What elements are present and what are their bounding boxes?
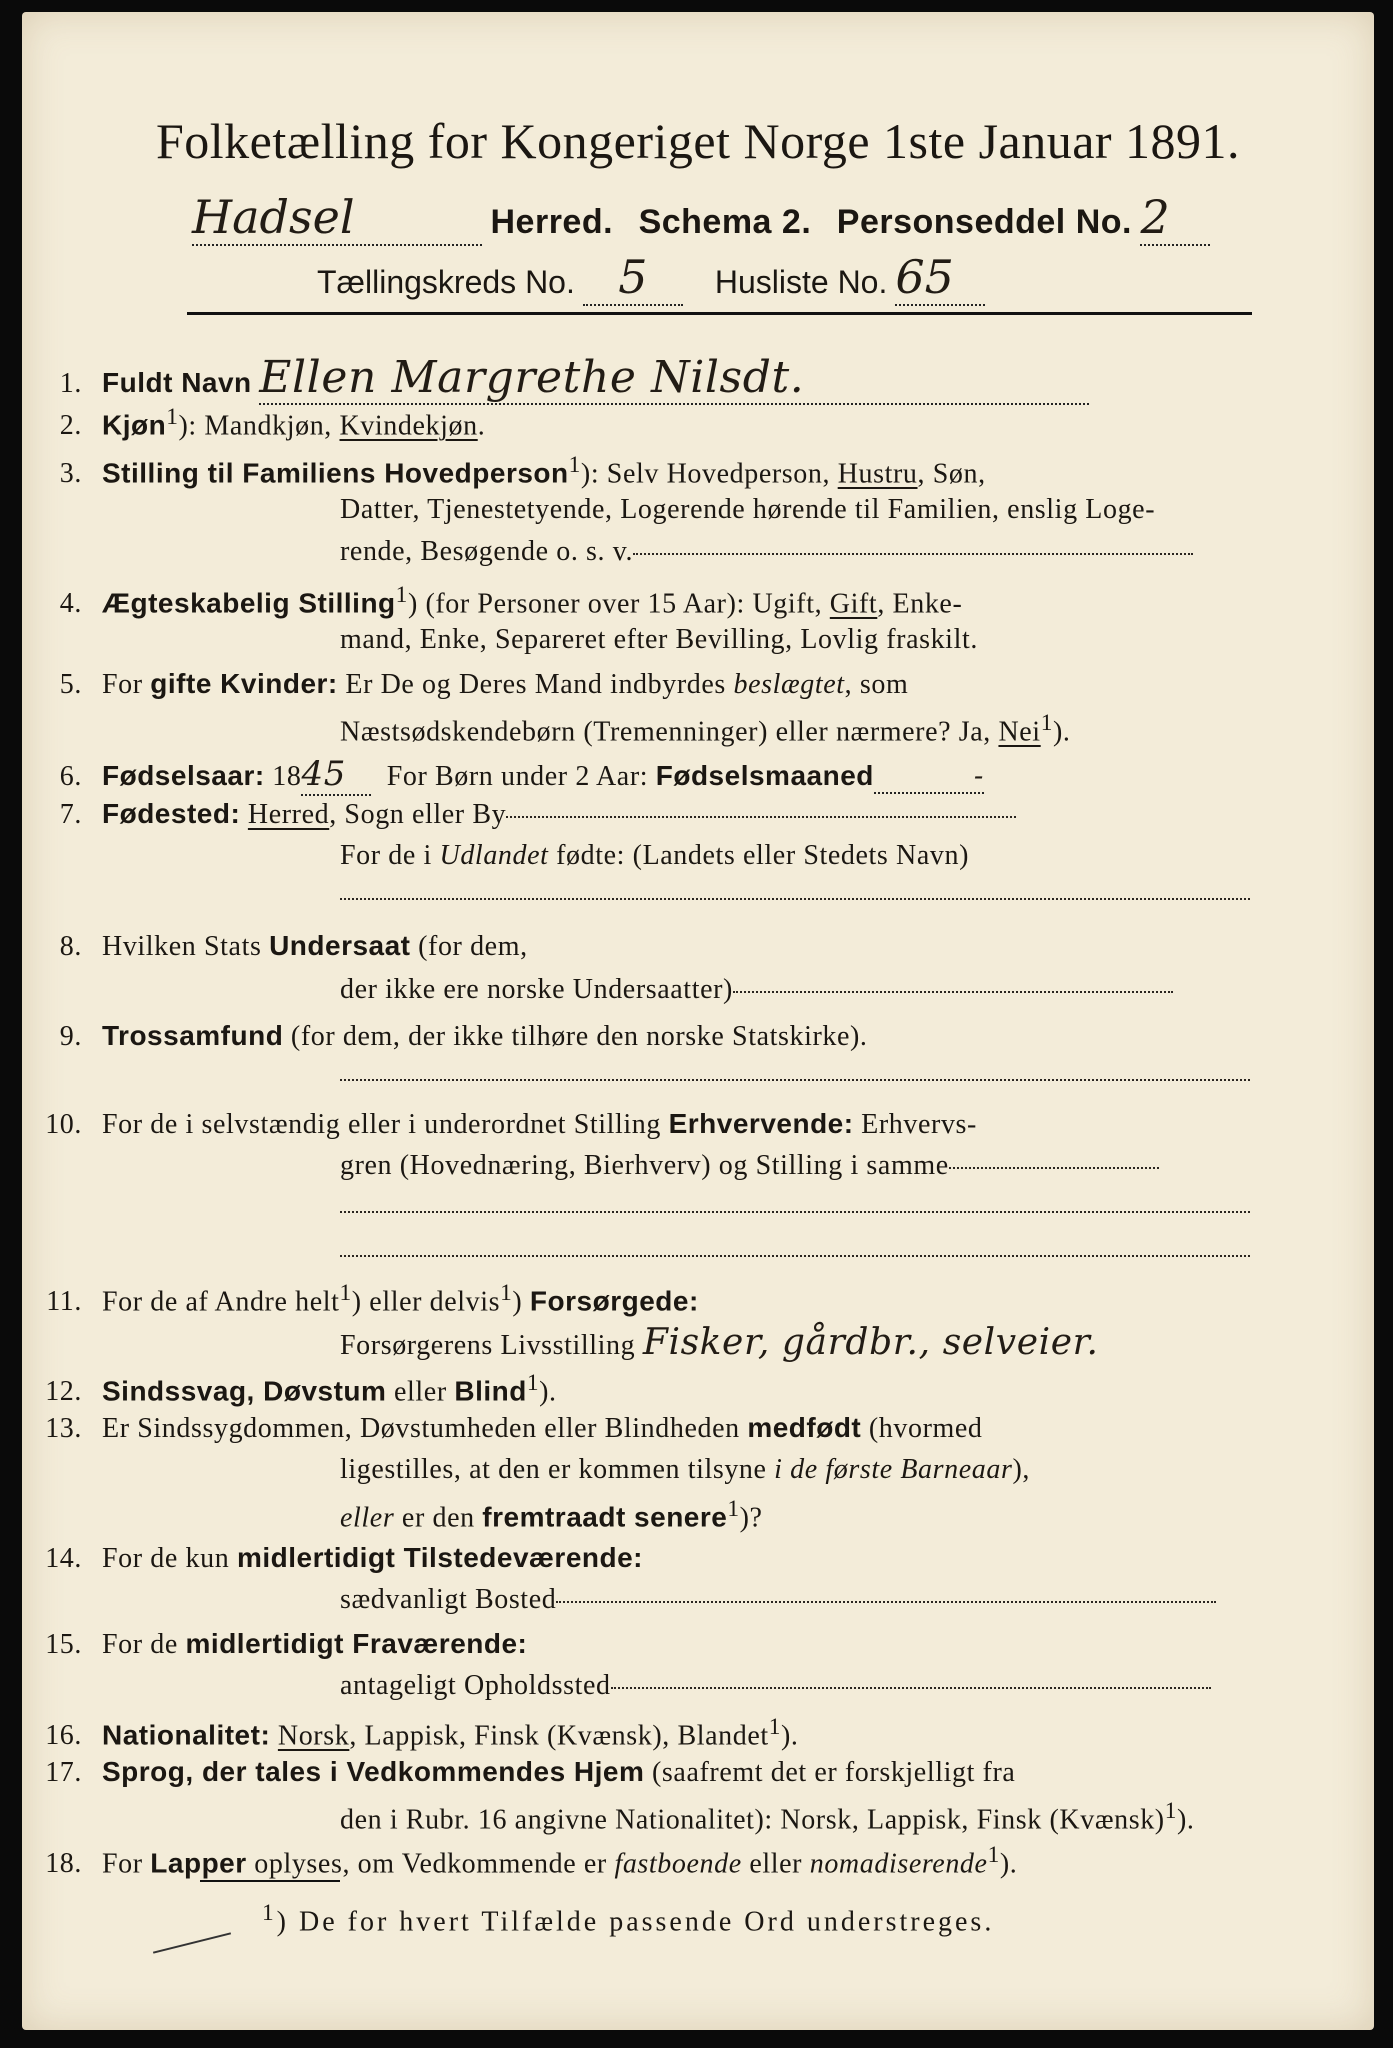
q4-row <box>22 582 1374 620</box>
q12-row <box>22 1370 1374 1408</box>
q5-text-b: Er De og Deres Mand indbyrdes <box>337 669 734 700</box>
q10-line2: gren (Hovednæring, Bierhverv) og Stilling i samme <box>340 1150 949 1181</box>
q11-line2-row <box>340 1322 1374 1363</box>
personseddel-number: 2 <box>1140 190 1210 246</box>
herred-line <box>192 190 1210 246</box>
herred-handwritten: Hadsel <box>192 190 482 246</box>
q3-dotted-fill <box>633 552 1193 555</box>
q13-sup: 1 <box>727 1496 740 1522</box>
q17-number: 17. <box>45 1757 82 1788</box>
q14-dotted-fill <box>556 1600 1216 1603</box>
q18-text-a: For <box>102 1848 151 1880</box>
q7-number: 7. <box>59 799 82 830</box>
q11-sup2: 1 <box>500 1280 513 1306</box>
q14-line2-row <box>340 1584 1374 1616</box>
q10-blank-line-1 <box>340 1210 1250 1213</box>
q9-row <box>22 1020 1374 1053</box>
q11-row <box>22 1280 1374 1318</box>
q15-row <box>22 1628 1374 1661</box>
q7-row <box>22 798 1374 831</box>
q6-answer: 45 <box>301 754 371 796</box>
q10-number: 10. <box>45 1109 82 1140</box>
q13-line2-b: ), <box>1012 1454 1031 1485</box>
q15-label: midlertidigt Fraværende: <box>185 1628 528 1659</box>
q6-text: For Børn under 2 Aar: <box>386 761 656 792</box>
q16-label: Nationalitet: <box>102 1719 271 1751</box>
q7-dotted-fill <box>506 815 1016 818</box>
q1-number: 1. <box>59 368 82 399</box>
q8-line2: der ikke ere norske Undersaatter) <box>340 974 733 1005</box>
q13-label: medfødt <box>747 1412 862 1443</box>
q3-selected: Hustru <box>837 458 918 490</box>
schema-label: Schema 2. <box>638 203 812 241</box>
q17-line2: den i Rubr. 16 angivne Nationalitet): Norsk, Lappisk, Finsk (Kvænsk) <box>340 1804 1165 1836</box>
q10-dotted-fill <box>949 1166 1159 1169</box>
q15-line2-row <box>340 1670 1374 1702</box>
q8-text-a: Hvilken Stats <box>102 931 270 962</box>
q10-blank-line-2 <box>340 1254 1250 1257</box>
q5-end: ). <box>1052 716 1071 748</box>
q18-text-b: oplyses, om Vedkommende er <box>246 1848 615 1880</box>
q16-sup: 1 <box>768 1714 781 1740</box>
q10-label: Erhvervende: <box>668 1108 854 1139</box>
q6-label: Fødselsaar: <box>102 760 265 791</box>
q2-selected: Kvindekjøn <box>339 410 478 442</box>
q5-line2: Næstsødskendebørn (Tremenninger) eller nærmere? Ja, <box>340 716 999 748</box>
q3-number: 3. <box>59 458 82 490</box>
q8-row <box>22 930 1374 963</box>
q16-end: ). <box>781 1720 799 1752</box>
q11-number: 11. <box>46 1286 82 1318</box>
q7-line2-italic: Udlandet <box>439 840 549 871</box>
q15-number: 15. <box>45 1629 82 1660</box>
q12-number: 12. <box>45 1376 82 1408</box>
q12-sup: 1 <box>526 1370 540 1396</box>
q12-end: ). <box>539 1376 557 1408</box>
q7-line2-a: For de i <box>340 840 440 871</box>
q18-end: ). <box>999 1848 1018 1880</box>
q4-end: , Enke- <box>877 588 963 620</box>
q8-label: Undersaat <box>269 930 411 961</box>
q11-text-b: ) eller delvis <box>351 1286 501 1318</box>
q13-line2-row <box>340 1454 1374 1486</box>
q13-line2-a: ligestilles, at den er kommen tilsyne <box>340 1454 775 1485</box>
footnote-text: ) De for hvert Tilfælde passende Ord understreges. <box>276 1906 995 1938</box>
q10-text-b: Erhvervs- <box>853 1109 977 1140</box>
q4-label: Ægteskabelig Stilling <box>102 587 396 619</box>
q6-answer2: - <box>874 759 984 794</box>
q2-sup: 1 <box>166 404 179 430</box>
q1-row <box>22 352 1374 405</box>
q10-text-a: For de i selvstændig eller i underordnet Stilling <box>102 1109 669 1140</box>
q2-label: Kjøn <box>102 409 167 441</box>
q17-text: (saafremt det er forskjelligt fra <box>644 1757 1016 1788</box>
kreds-number: 5 <box>583 250 683 306</box>
q18-italic1: fastboende <box>614 1848 742 1880</box>
q5-text-c: , som <box>844 669 909 700</box>
q14-label: midlertidigt Tilstedeværende: <box>236 1542 643 1573</box>
q3-end: , Søn, <box>917 458 986 490</box>
census-form-page <box>22 12 1374 2030</box>
q3-text: ): Selv Hovedperson, <box>580 458 838 490</box>
q11-label: Forsørgede: <box>529 1285 699 1317</box>
footnote-sup: 1 <box>262 1900 277 1926</box>
q4-selected: Gift <box>829 588 878 620</box>
q7-text: , Sogn eller By <box>329 799 507 830</box>
q15-text-a: For de <box>102 1629 186 1660</box>
kreds-label: Tællingskreds No. <box>317 264 575 300</box>
q6-prefix: 18 <box>272 761 302 792</box>
q9-blank-line <box>340 1078 1250 1081</box>
footnote-divider <box>200 1880 340 1882</box>
q12-text: eller <box>386 1376 455 1408</box>
q15-dotted-fill <box>611 1686 1211 1689</box>
q16-text: , Lappisk, Finsk (Kvænsk), Blandet <box>349 1720 769 1752</box>
q15-line2: antageligt Opholdssted <box>340 1670 611 1701</box>
q6-number: 6. <box>59 761 82 792</box>
q4-sup: 1 <box>395 582 408 608</box>
q14-number: 14. <box>45 1543 82 1574</box>
q10-row <box>22 1108 1374 1141</box>
q14-text-a: For de kun <box>102 1543 237 1574</box>
q3-sup: 1 <box>568 452 581 478</box>
personseddel-label: Personseddel No. <box>836 203 1132 241</box>
pen-scrawl <box>153 1932 231 1953</box>
kreds-line <box>317 250 985 306</box>
husliste-number: 65 <box>895 250 985 306</box>
q11-answer: Fisker, gårdbr., selveier. <box>642 1322 1099 1363</box>
q16-row <box>22 1714 1374 1752</box>
q7-blank-line <box>340 897 1250 900</box>
q8-dotted-fill <box>733 990 1173 993</box>
q7-line2-row <box>340 840 1374 872</box>
q2-end: . <box>477 410 486 442</box>
q13-label2: fremtraadt senere <box>482 1501 728 1533</box>
q12-label: Sindssvag, Døvstum <box>102 1375 387 1407</box>
q14-line2: sædvanligt Bosted <box>340 1584 557 1615</box>
q18-number: 18. <box>45 1848 82 1880</box>
q5-text-a: For <box>102 669 151 700</box>
q13-text-a: Er Sindssygdommen, Døvstumheden eller Blindheden <box>102 1413 748 1444</box>
q11-line2: Forsørgerens Livsstilling <box>340 1330 636 1361</box>
q3-line3-row <box>340 536 1374 568</box>
q5-row <box>22 668 1374 701</box>
q3-label: Stilling til Familiens Hovedperson <box>102 457 569 489</box>
q7-selected: Herred <box>247 799 330 830</box>
q4-line2: mand, Enke, Separeret efter Bevilling, Lovlig fraskilt. <box>340 624 978 655</box>
husliste-label: Husliste No. <box>714 264 888 300</box>
q8-text-b: (for dem, <box>410 931 528 962</box>
q14-row <box>22 1542 1374 1575</box>
q1-label: Fuldt Navn <box>102 367 252 398</box>
q11-text-a: For de af Andre helt <box>102 1286 340 1318</box>
q6-row <box>22 754 1374 796</box>
q17-end: ). <box>1176 1804 1195 1836</box>
q18-text-c: eller <box>741 1848 810 1880</box>
q12-label2: Blind <box>454 1375 527 1407</box>
q8-number: 8. <box>59 931 82 962</box>
q6-label2: Fødselsmaaned <box>655 760 874 791</box>
q4-number: 4. <box>59 588 82 620</box>
q16-selected: Norsk <box>277 1720 350 1752</box>
q18-sup: 1 <box>987 1842 1000 1868</box>
q13-line3-row <box>340 1496 1374 1534</box>
q3-line2: Datter, Tjenestetyende, Logerende hørende til Familien, enslig Loge- <box>340 494 1156 525</box>
q1-answer: Ellen Margrethe Nilsdt. <box>259 352 1089 405</box>
q13-line3-a: er den <box>394 1502 483 1534</box>
q7-line2-b: fødte: (Landets eller Stedets Navn) <box>548 840 969 871</box>
q2-row <box>22 404 1374 442</box>
q18-row <box>22 1842 1374 1880</box>
q18-label: Lapper <box>150 1847 247 1879</box>
q4-text: ) (for Personer over 15 Aar): Ugift, <box>407 588 830 620</box>
q11-sup1: 1 <box>339 1280 352 1306</box>
q13-line3-b: )? <box>739 1502 763 1534</box>
herred-label: Herred. <box>490 203 614 241</box>
footnote <box>262 1900 994 1938</box>
q5-line2-row <box>340 710 1374 748</box>
form-title: Folketælling for Kongeriget Norge 1ste Januar 1891. <box>155 113 1241 169</box>
q13-row <box>22 1412 1374 1445</box>
q9-number: 9. <box>59 1021 82 1052</box>
q17-row <box>22 1756 1374 1789</box>
q5-selected: Nei <box>998 716 1041 748</box>
q10-line2-row <box>340 1150 1374 1182</box>
q2-number: 2. <box>59 410 82 442</box>
q18-italic2: nomadiserende <box>809 1848 988 1880</box>
q17-label: Sprog, der tales i Vedkommendes Hjem <box>102 1756 645 1787</box>
q13-text-b: (hvormed <box>861 1413 983 1444</box>
q9-label: Trossamfund <box>102 1020 284 1051</box>
q16-number: 16. <box>45 1720 82 1752</box>
q8-line2-row <box>340 974 1374 1006</box>
q13-line3-italic: eller <box>340 1502 395 1534</box>
q5-sup: 1 <box>1040 710 1053 736</box>
q3-row <box>22 452 1374 490</box>
q7-label: Fødested: <box>102 798 241 829</box>
q11-text-c: ) <box>512 1286 530 1318</box>
q13-line2-italic: i de første Barneaar <box>774 1454 1013 1485</box>
q3-line3: rende, Besøgende o. s. v. <box>340 536 634 567</box>
q5-italic: beslægtet <box>733 669 845 700</box>
q9-text: (for dem, der ikke tilhøre den norske Statskirke). <box>283 1021 868 1052</box>
q2-text: ): Mandkjøn, <box>178 410 340 442</box>
header-divider <box>187 312 1252 315</box>
q5-label: gifte Kvinder: <box>150 668 338 699</box>
q13-number: 13. <box>45 1413 82 1444</box>
q5-number: 5. <box>59 669 82 700</box>
q17-line2-row <box>340 1798 1374 1836</box>
q17-sup: 1 <box>1164 1798 1177 1824</box>
